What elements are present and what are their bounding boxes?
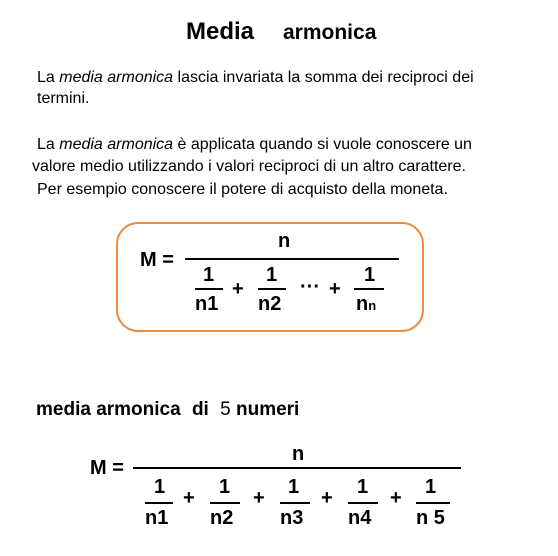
plus-sign: + — [390, 487, 402, 509]
term-5-denominator: n 5 — [416, 507, 445, 529]
ellipsis: ··· — [300, 276, 320, 298]
text: La — [37, 69, 60, 86]
paragraph-2-line-1 — [37, 134, 472, 155]
heading-part: 5 — [220, 399, 231, 420]
text: La — [37, 136, 60, 153]
term-4-numerator: 1 — [357, 476, 369, 498]
term-2-numerator: 1 — [266, 264, 278, 286]
italic-term: media armonica — [59, 136, 174, 153]
formula-5-numerator: n — [292, 443, 305, 465]
fraction-bar — [133, 467, 461, 469]
subscript: n — [368, 298, 377, 313]
term-n-bar — [354, 288, 384, 290]
formula-lhs: M = — [140, 249, 174, 271]
term-2-denominator: n2 — [258, 293, 282, 315]
term-2-numerator: 1 — [219, 476, 231, 498]
text: è applicata quando si vuole conoscere un — [173, 136, 472, 153]
paragraph-2-line-2: valore medio utilizzando i valori reciproci di un altro carattere. — [32, 158, 466, 175]
formula-numerator: n — [278, 230, 291, 252]
fraction-bar — [185, 258, 399, 260]
plus-sign: + — [329, 278, 341, 300]
term-1-bar — [145, 502, 173, 504]
term-3-denominator: n3 — [280, 507, 304, 529]
term-5-bar — [416, 502, 450, 504]
plus-sign: + — [321, 487, 333, 509]
paragraph-1-line-2: termini. — [37, 90, 90, 107]
term-4-bar — [348, 502, 378, 504]
formula-5-lhs: M = — [90, 457, 124, 479]
term-n-numerator: 1 — [364, 264, 376, 286]
page-subtitle: armonica — [283, 21, 377, 44]
term-n-denominator — [356, 293, 376, 316]
plus-sign: + — [232, 278, 244, 300]
term-1-numerator: 1 — [154, 476, 166, 498]
text: lascia invariata la somma dei reciproci dei — [173, 69, 474, 86]
term-4-denominator: n4 — [348, 507, 372, 529]
term-2-bar — [258, 288, 286, 290]
base: n — [356, 293, 369, 315]
term-1-denominator: n1 — [145, 507, 169, 529]
paragraph-2-line-3: Per esempio conoscere il potere di acquisto della moneta. — [37, 181, 448, 198]
term-3-bar — [280, 502, 310, 504]
term-2-denominator: n2 — [210, 507, 234, 529]
plus-sign: + — [183, 487, 195, 509]
heading-part: di — [191, 399, 209, 420]
term-5-numerator: 1 — [425, 476, 437, 498]
term-2-bar — [210, 502, 240, 504]
term-1-numerator: 1 — [203, 264, 215, 286]
section-heading — [36, 399, 299, 421]
paragraph-1-line-1 — [37, 67, 474, 88]
plus-sign: + — [253, 487, 265, 509]
page-title: Media — [186, 18, 255, 45]
term-3-numerator: 1 — [288, 476, 300, 498]
italic-term: media armonica — [59, 69, 174, 86]
term-1-denominator: n1 — [195, 293, 219, 315]
heading-part: numeri — [235, 399, 300, 420]
heading-part: media armonica — [36, 399, 181, 420]
term-1-bar — [195, 288, 223, 290]
